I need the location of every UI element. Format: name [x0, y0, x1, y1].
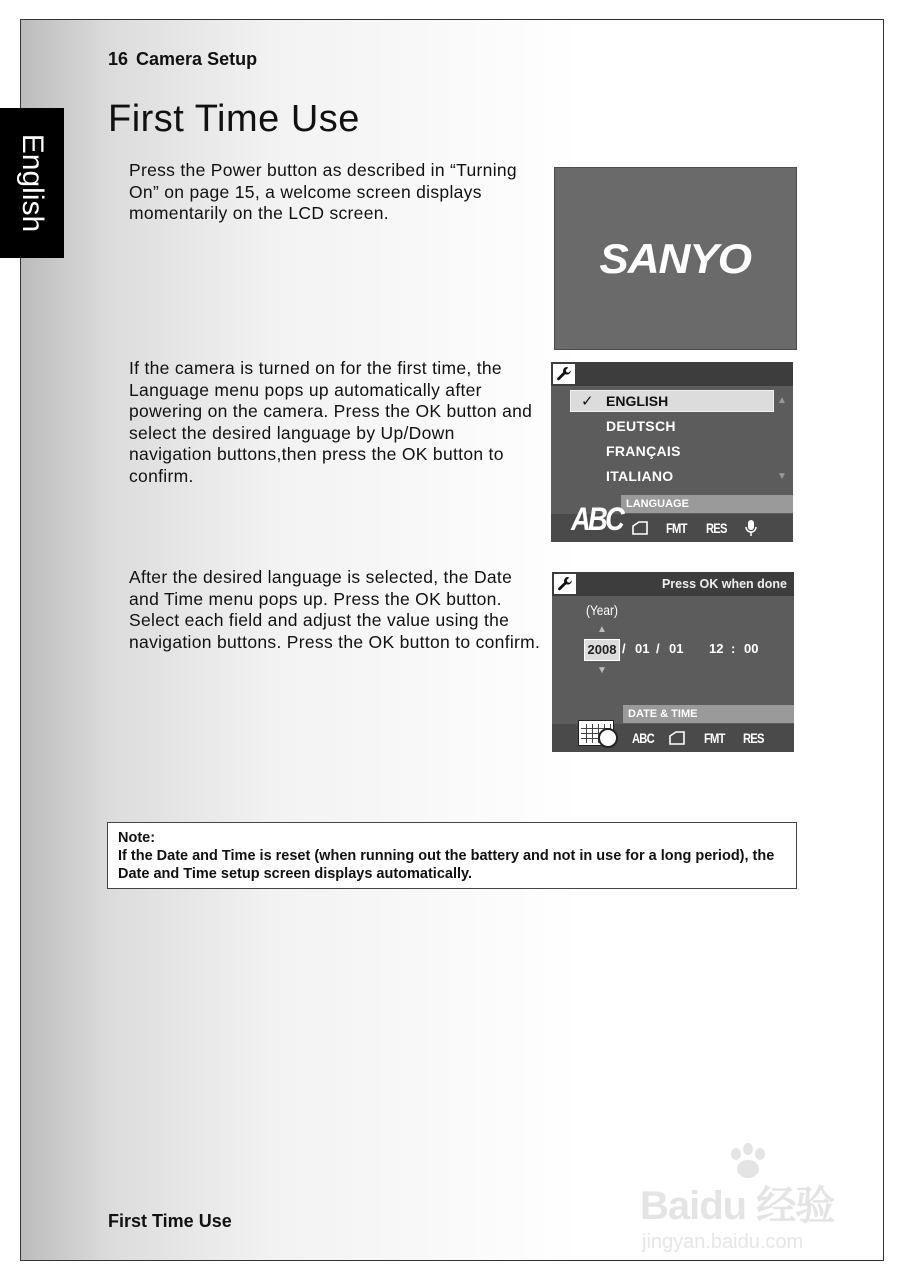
- watermark-url: jingyan.baidu.com: [642, 1231, 804, 1253]
- side-tab-label: English: [16, 133, 49, 233]
- value-down-icon: ▼: [597, 665, 607, 676]
- scroll-down-icon: ▼: [777, 471, 787, 482]
- language-option[interactable]: DEUTSCH: [606, 418, 676, 434]
- page-footer: First Time Use: [108, 1211, 232, 1231]
- lcd-top-bar: [552, 572, 794, 596]
- clock-icon: [598, 728, 618, 748]
- welcome-screen-image: [554, 167, 797, 350]
- language-option-selected[interactable]: [570, 390, 774, 412]
- paragraph-language: If the camera is turned on for the first time, the Language menu pops up automatically after powering on the camera. Press the OK button and select the desired language by Up/Down navigation buttons,then press the OK button to confirm.: [129, 358, 533, 486]
- press-ok-hint: Press OK when done: [661, 577, 787, 591]
- watermark-logo: Baidu 经验: [640, 1184, 835, 1228]
- language-menu-screen: [551, 362, 793, 542]
- value-up-icon: ▲: [597, 624, 607, 635]
- sanyo-logo: SANYO: [599, 234, 752, 282]
- tab-abc[interactable]: ABC: [632, 730, 654, 746]
- checkmark-icon: ✓: [581, 393, 594, 410]
- section-title: Camera Setup: [136, 49, 258, 69]
- paragraph-welcome: Press the Power button as described in “Turning On” on page 15, a welcome screen displays momentarily on the LCD screen.: [129, 160, 517, 223]
- wrench-icon: [554, 574, 576, 594]
- note-box: [107, 822, 797, 889]
- hour-field[interactable]: 12: [709, 641, 724, 656]
- lcd-tab-bar: [552, 724, 794, 752]
- language-option-label: ENGLISH: [606, 393, 669, 409]
- lcd-top-bar: [551, 362, 793, 386]
- field-label: (Year): [586, 602, 618, 618]
- tab-res[interactable]: RES: [706, 520, 727, 536]
- time-separator: :: [731, 641, 736, 656]
- page-header: [108, 49, 257, 70]
- note-text: If the Date and Time is reset (when running out the battery and not in use for a long period), the Date and Time setup screen displays automatically.: [118, 848, 775, 882]
- baidu-watermark: [640, 1150, 834, 1254]
- lcd-tab-label: DATE & TIME: [623, 705, 794, 723]
- tab-fmt[interactable]: FMT: [666, 520, 687, 536]
- tab-fmt[interactable]: FMT: [704, 730, 725, 746]
- minute-field[interactable]: 00: [744, 641, 759, 656]
- day-field[interactable]: 01: [669, 641, 684, 656]
- microphone-icon: [744, 519, 758, 537]
- scroll-up-icon: ▲: [777, 395, 787, 406]
- language-option[interactable]: ITALIANO: [606, 468, 674, 484]
- print-icon: [631, 520, 649, 536]
- paragraph-date-time: After the desired language is selected, the Date and Time menu pops up. Press the OK button. Select each field and adjust the value using the navigation buttons. Press the OK button to confirm.: [129, 567, 541, 652]
- language-option[interactable]: FRANÇAIS: [606, 443, 681, 459]
- paw-icon: [726, 1142, 770, 1182]
- page-number: 16: [108, 49, 129, 69]
- date-separator: /: [622, 641, 626, 656]
- year-field[interactable]: 2008: [584, 639, 620, 661]
- note-title: Note:: [118, 830, 156, 846]
- wrench-icon: [553, 364, 575, 384]
- month-field[interactable]: 01: [635, 641, 650, 656]
- language-side-tab: [0, 108, 64, 258]
- date-separator: /: [656, 641, 660, 656]
- date-time-screen: [552, 572, 794, 752]
- page-title: First Time Use: [108, 98, 360, 140]
- lcd-tab-label: LANGUAGE: [621, 495, 793, 513]
- tab-res[interactable]: RES: [743, 730, 764, 746]
- print-icon: [668, 730, 686, 746]
- language-abc-icon: ABC: [571, 501, 623, 537]
